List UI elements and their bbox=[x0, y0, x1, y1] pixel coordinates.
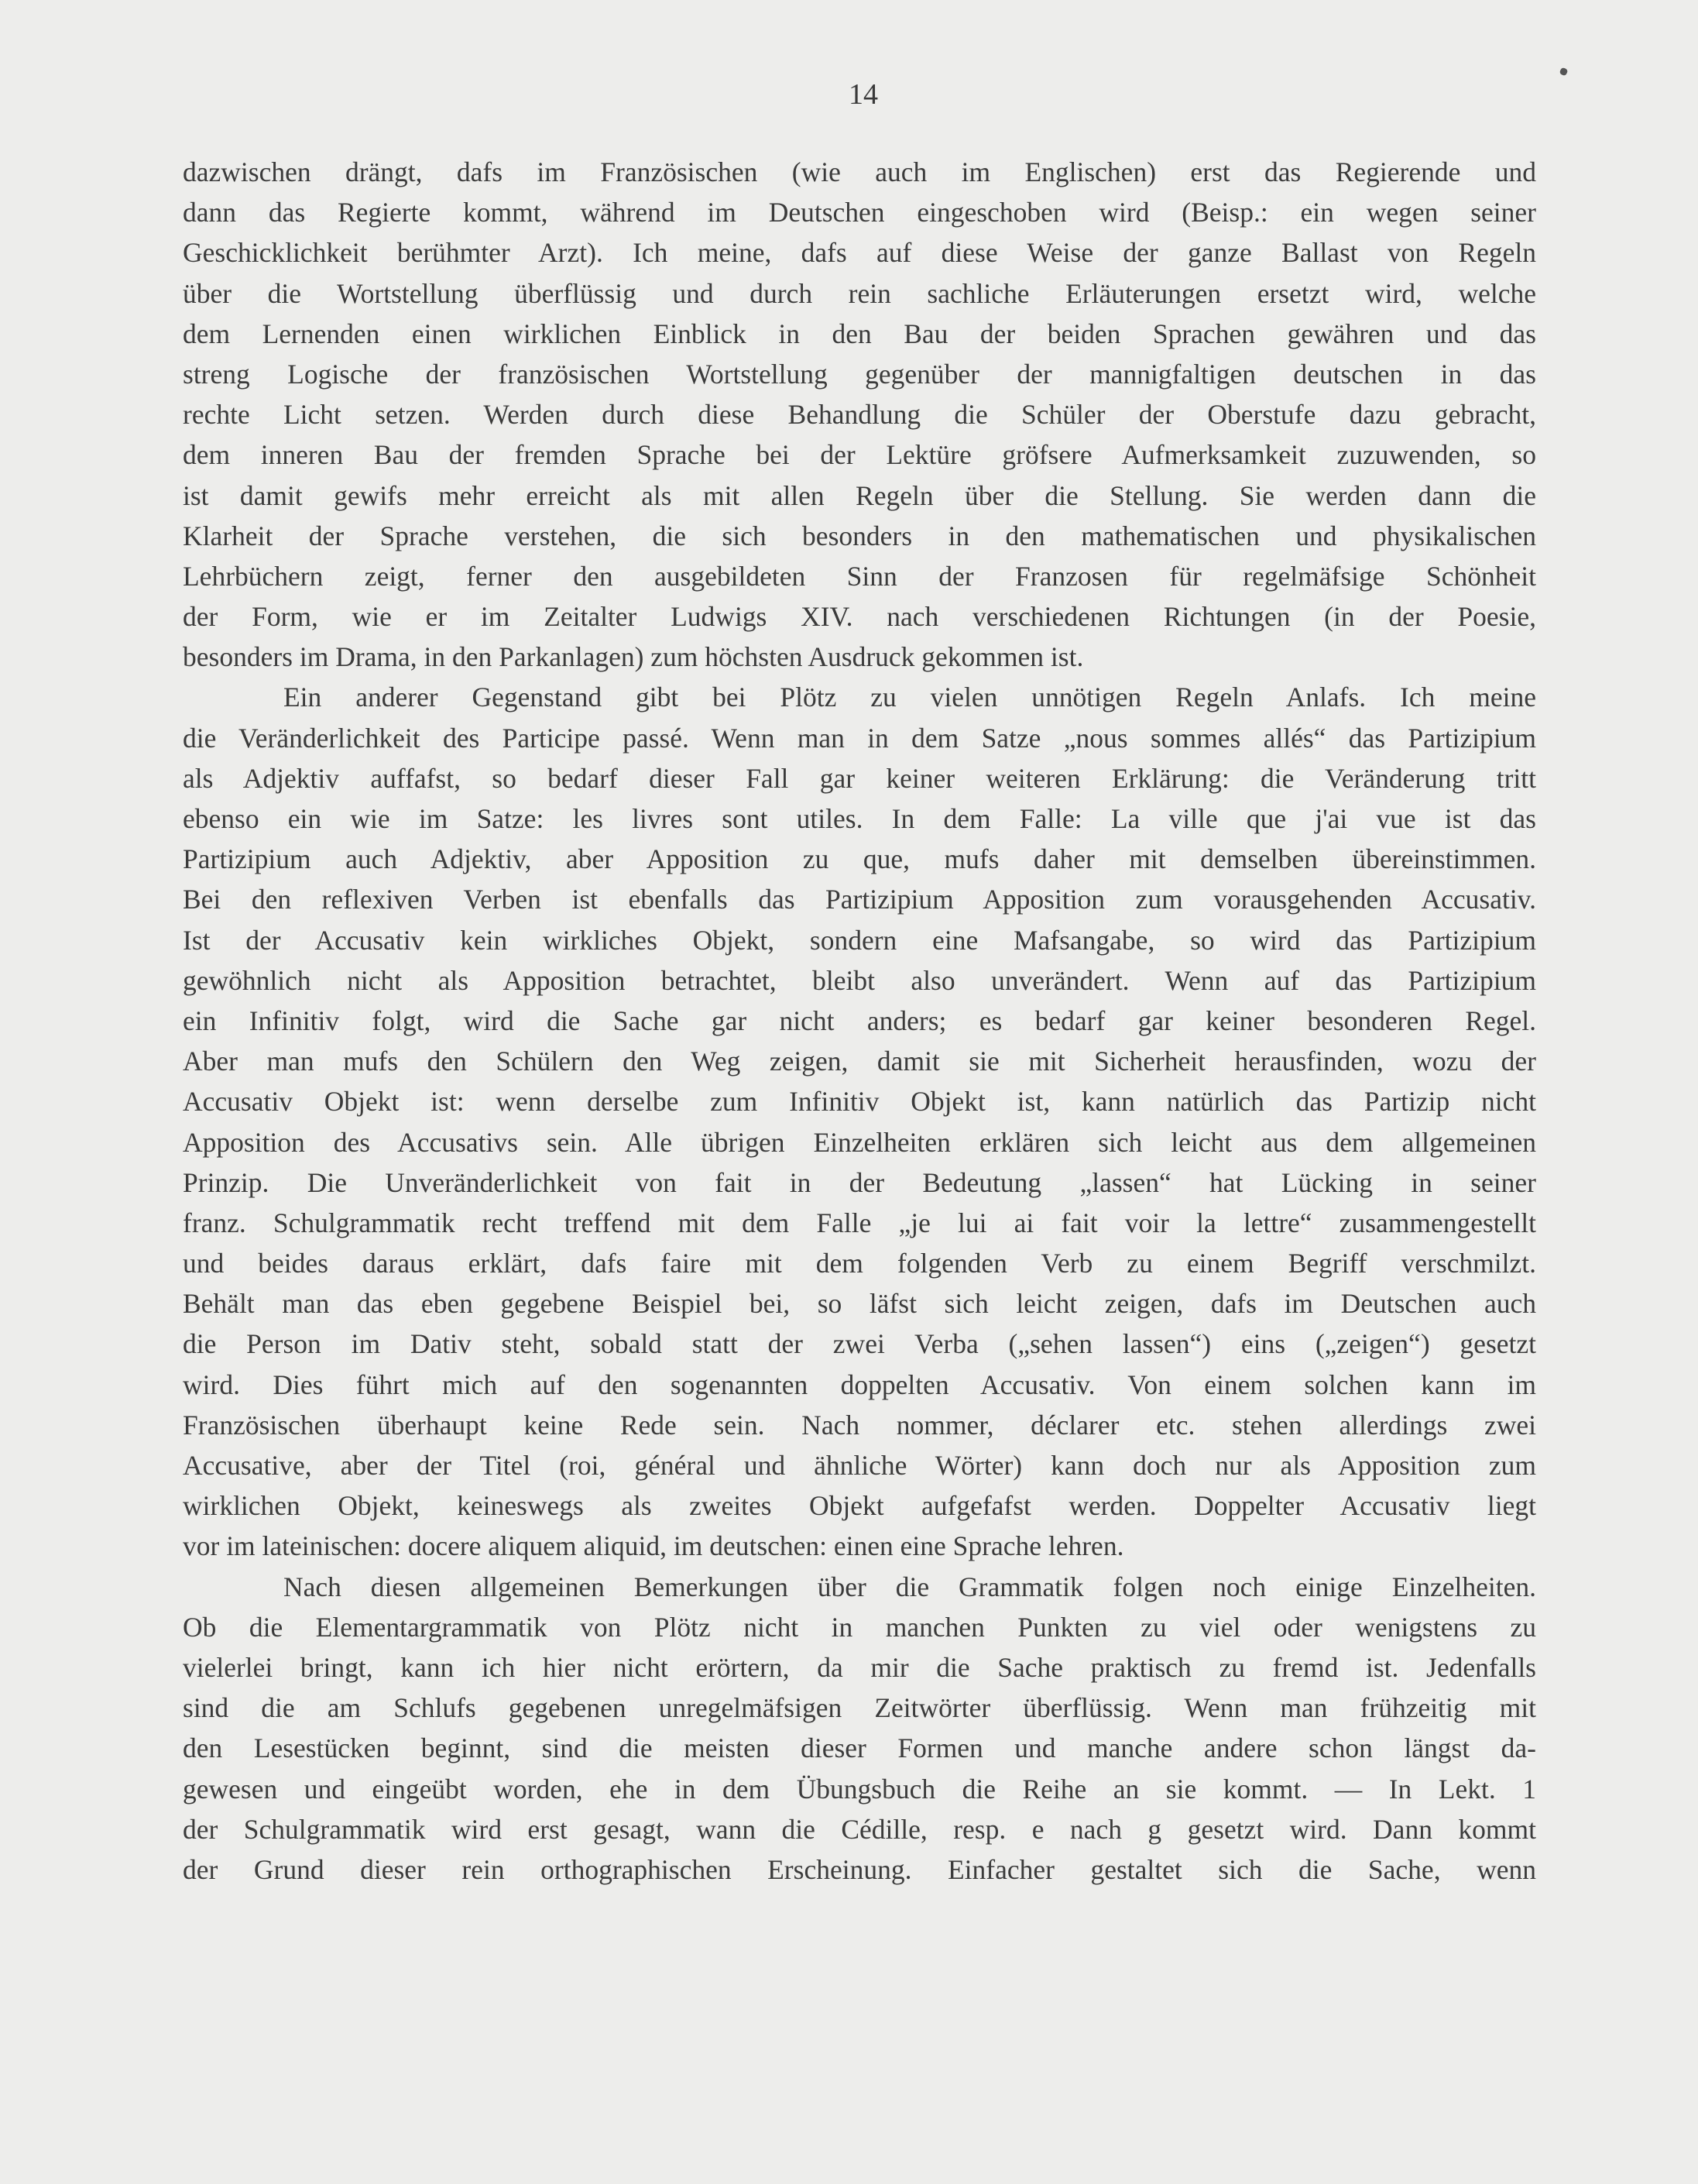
text-line: Nach diesen allgemeinen Bemerkungen über die Grammatik folgen noch einige Einzelheiten. bbox=[283, 1571, 1536, 1602]
text-line: franz. Schulgrammatik recht treffend mit dem Falle „je lui ai fait voir la lettre“ zusammengestellt bbox=[183, 1207, 1536, 1238]
text-line: sind die am Schlufs gegebenen unregelmäfsigen Zeitwörter überflüssig. Wenn man frühzeitig mit bbox=[183, 1692, 1536, 1724]
text-line: dann das Regierte kommt, während im Deutschen eingeschoben wird (Beisp.: ein wegen seiner bbox=[183, 197, 1536, 228]
text-line: ein Infinitiv folgt, wird die Sache gar nicht anders; es bedarf gar keiner besonderen Regel. bbox=[183, 1004, 1536, 1036]
text-line: ebenso ein wie im Satze: les livres sont utiles. In dem Falle: La ville que j'ai vue ist das bbox=[183, 803, 1536, 834]
text-line: Ist der Accusativ kein wirkliches Objekt, sondern eine Mafsangabe, so wird das Partizipium bbox=[183, 924, 1536, 956]
text-line: dem Lernenden einen wirklichen Einblick in den Bau der beiden Sprachen gewähren und das bbox=[183, 318, 1536, 349]
text-line: als Adjektiv auffafst, so bedarf dieser Fall gar keiner weiteren Erklärung: die Veränderung tritt bbox=[183, 762, 1536, 794]
text-line: Ein anderer Gegenstand gibt bei Plötz zu vielen unnötigen Regeln Anlafs. Ich meine bbox=[283, 682, 1536, 713]
text-line: die Person im Dativ steht, sobald statt der zwei Verba („sehen lassen“) eins („zeigen“) gesetzt bbox=[183, 1328, 1536, 1360]
text-line: Klarheit der Sprache verstehen, die sich besonders in den mathematischen und physikalischen bbox=[183, 520, 1536, 551]
text-line: den Lesestücken beginnt, sind die meisten dieser Formen und manche andere schon längst da- bbox=[183, 1732, 1536, 1764]
text-line: wird. Dies führt mich auf den sogenannten doppelten Accusativ. Von einem solchen kann im bbox=[183, 1368, 1536, 1400]
page-number: 14 bbox=[849, 78, 878, 111]
text-line: Apposition des Accusativs sein. Alle übrigen Einzelheiten erklären sich leicht aus dem allgemeinen bbox=[183, 1126, 1536, 1158]
text-line: dazwischen drängt, dafs im Französischen (wie auch im Englischen) erst das Regierende und bbox=[183, 156, 1536, 187]
text-line: Prinzip. Die Unveränderlichkeit von fait in der Bedeutung „lassen“ hat Lücking in seiner bbox=[183, 1166, 1536, 1198]
text-line: gewöhnlich nicht als Apposition betrachtet, bleibt also unverändert. Wenn auf das Partizipium bbox=[183, 964, 1536, 996]
text-line: wirklichen Objekt, keineswegs als zweites Objekt aufgefafst werden. Doppelter Accusativ liegt bbox=[183, 1490, 1536, 1522]
text-line: gewesen und eingeübt worden, ehe in dem Übungsbuch die Reihe an sie kommt. — In Lekt. 1 bbox=[183, 1773, 1536, 1805]
text-line: Französischen überhaupt keine Rede sein. Nach nommer, déclarer etc. stehen allerdings zwei bbox=[183, 1409, 1536, 1441]
text-line: der Schulgrammatik wird erst gesagt, wann die Cédille, resp. e nach g gesetzt wird. Dann kommt bbox=[183, 1813, 1536, 1845]
text-line: Accusativ Objekt ist: wenn derselbe zum Infinitiv Objekt ist, kann natürlich das Partizip nicht bbox=[183, 1086, 1536, 1118]
text-line: Partizipium auch Adjektiv, aber Apposition zu que, mufs daher mit demselben übereinstimmen. bbox=[183, 843, 1536, 875]
text-line: Aber man mufs den Schülern den Weg zeigen, damit sie mit Sicherheit herausfinden, wozu der bbox=[183, 1046, 1536, 1077]
text-line: vielerlei bringt, kann ich hier nicht erörtern, da mir die Sache praktisch zu fremd ist. Jedenfalls bbox=[183, 1651, 1536, 1683]
text-line: rechte Licht setzen. Werden durch diese Behandlung die Schüler der Oberstufe dazu gebracht, bbox=[183, 399, 1536, 431]
text-line: Accusative, aber der Titel (roi, général und ähnliche Wörter) kann doch nur als Apposition zum bbox=[183, 1450, 1536, 1481]
text-line: Lehrbüchern zeigt, ferner den ausgebildeten Sinn der Franzosen für regelmäfsige Schönheit bbox=[183, 560, 1536, 592]
text-line: besonders im Drama, in den Parkanlagen) zum höchsten Ausdruck gekommen ist. bbox=[183, 641, 1084, 673]
text-line: die Veränderlichkeit des Participe passé. Wenn man in dem Satze „nous sommes allés“ das Partizipium bbox=[183, 722, 1536, 754]
text-line: vor im lateinischen: docere aliquem aliquid, im deutschen: einen eine Sprache lehren. bbox=[183, 1530, 1124, 1562]
text-line: Bei den reflexiven Verben ist ebenfalls das Partizipium Apposition zum vorausgehenden Accusativ. bbox=[183, 884, 1536, 915]
text-line: streng Logische der französischen Wortstellung gegenüber der mannigfaltigen deutschen in das bbox=[183, 358, 1536, 390]
text-line: und beides daraus erklärt, dafs faire mit dem folgenden Verb zu einem Begriff verschmilzt. bbox=[183, 1248, 1536, 1279]
body-text bbox=[183, 152, 1536, 1890]
text-line: Behält man das eben gegebene Beispiel bei, so läfst sich leicht zeigen, dafs im Deutschen auch bbox=[183, 1288, 1536, 1320]
text-line: Geschicklichkeit berühmter Arzt). Ich meine, dafs auf diese Weise der ganze Ballast von Regeln bbox=[183, 237, 1536, 269]
text-line: ist damit gewifs mehr erreicht als mit allen Regeln über die Stellung. Sie werden dann die bbox=[183, 479, 1536, 511]
text-line: Ob die Elementargrammatik von Plötz nicht in manchen Punkten zu viel oder wenigstens zu bbox=[183, 1611, 1536, 1643]
text-line: der Form, wie er im Zeitalter Ludwigs XIV. nach verschiedenen Richtungen (in der Poesie, bbox=[183, 601, 1536, 633]
text-line: der Grund dieser rein orthographischen Erscheinung. Einfacher gestaltet sich die Sache, wenn bbox=[183, 1853, 1536, 1885]
scan-speck bbox=[1559, 67, 1569, 77]
text-line: über die Wortstellung überflüssig und durch rein sachliche Erläuterungen ersetzt wird, welche bbox=[183, 277, 1536, 309]
text-line: dem inneren Bau der fremden Sprache bei der Lektüre gröfsere Aufmerksamkeit zuzuwenden, so bbox=[183, 439, 1536, 471]
